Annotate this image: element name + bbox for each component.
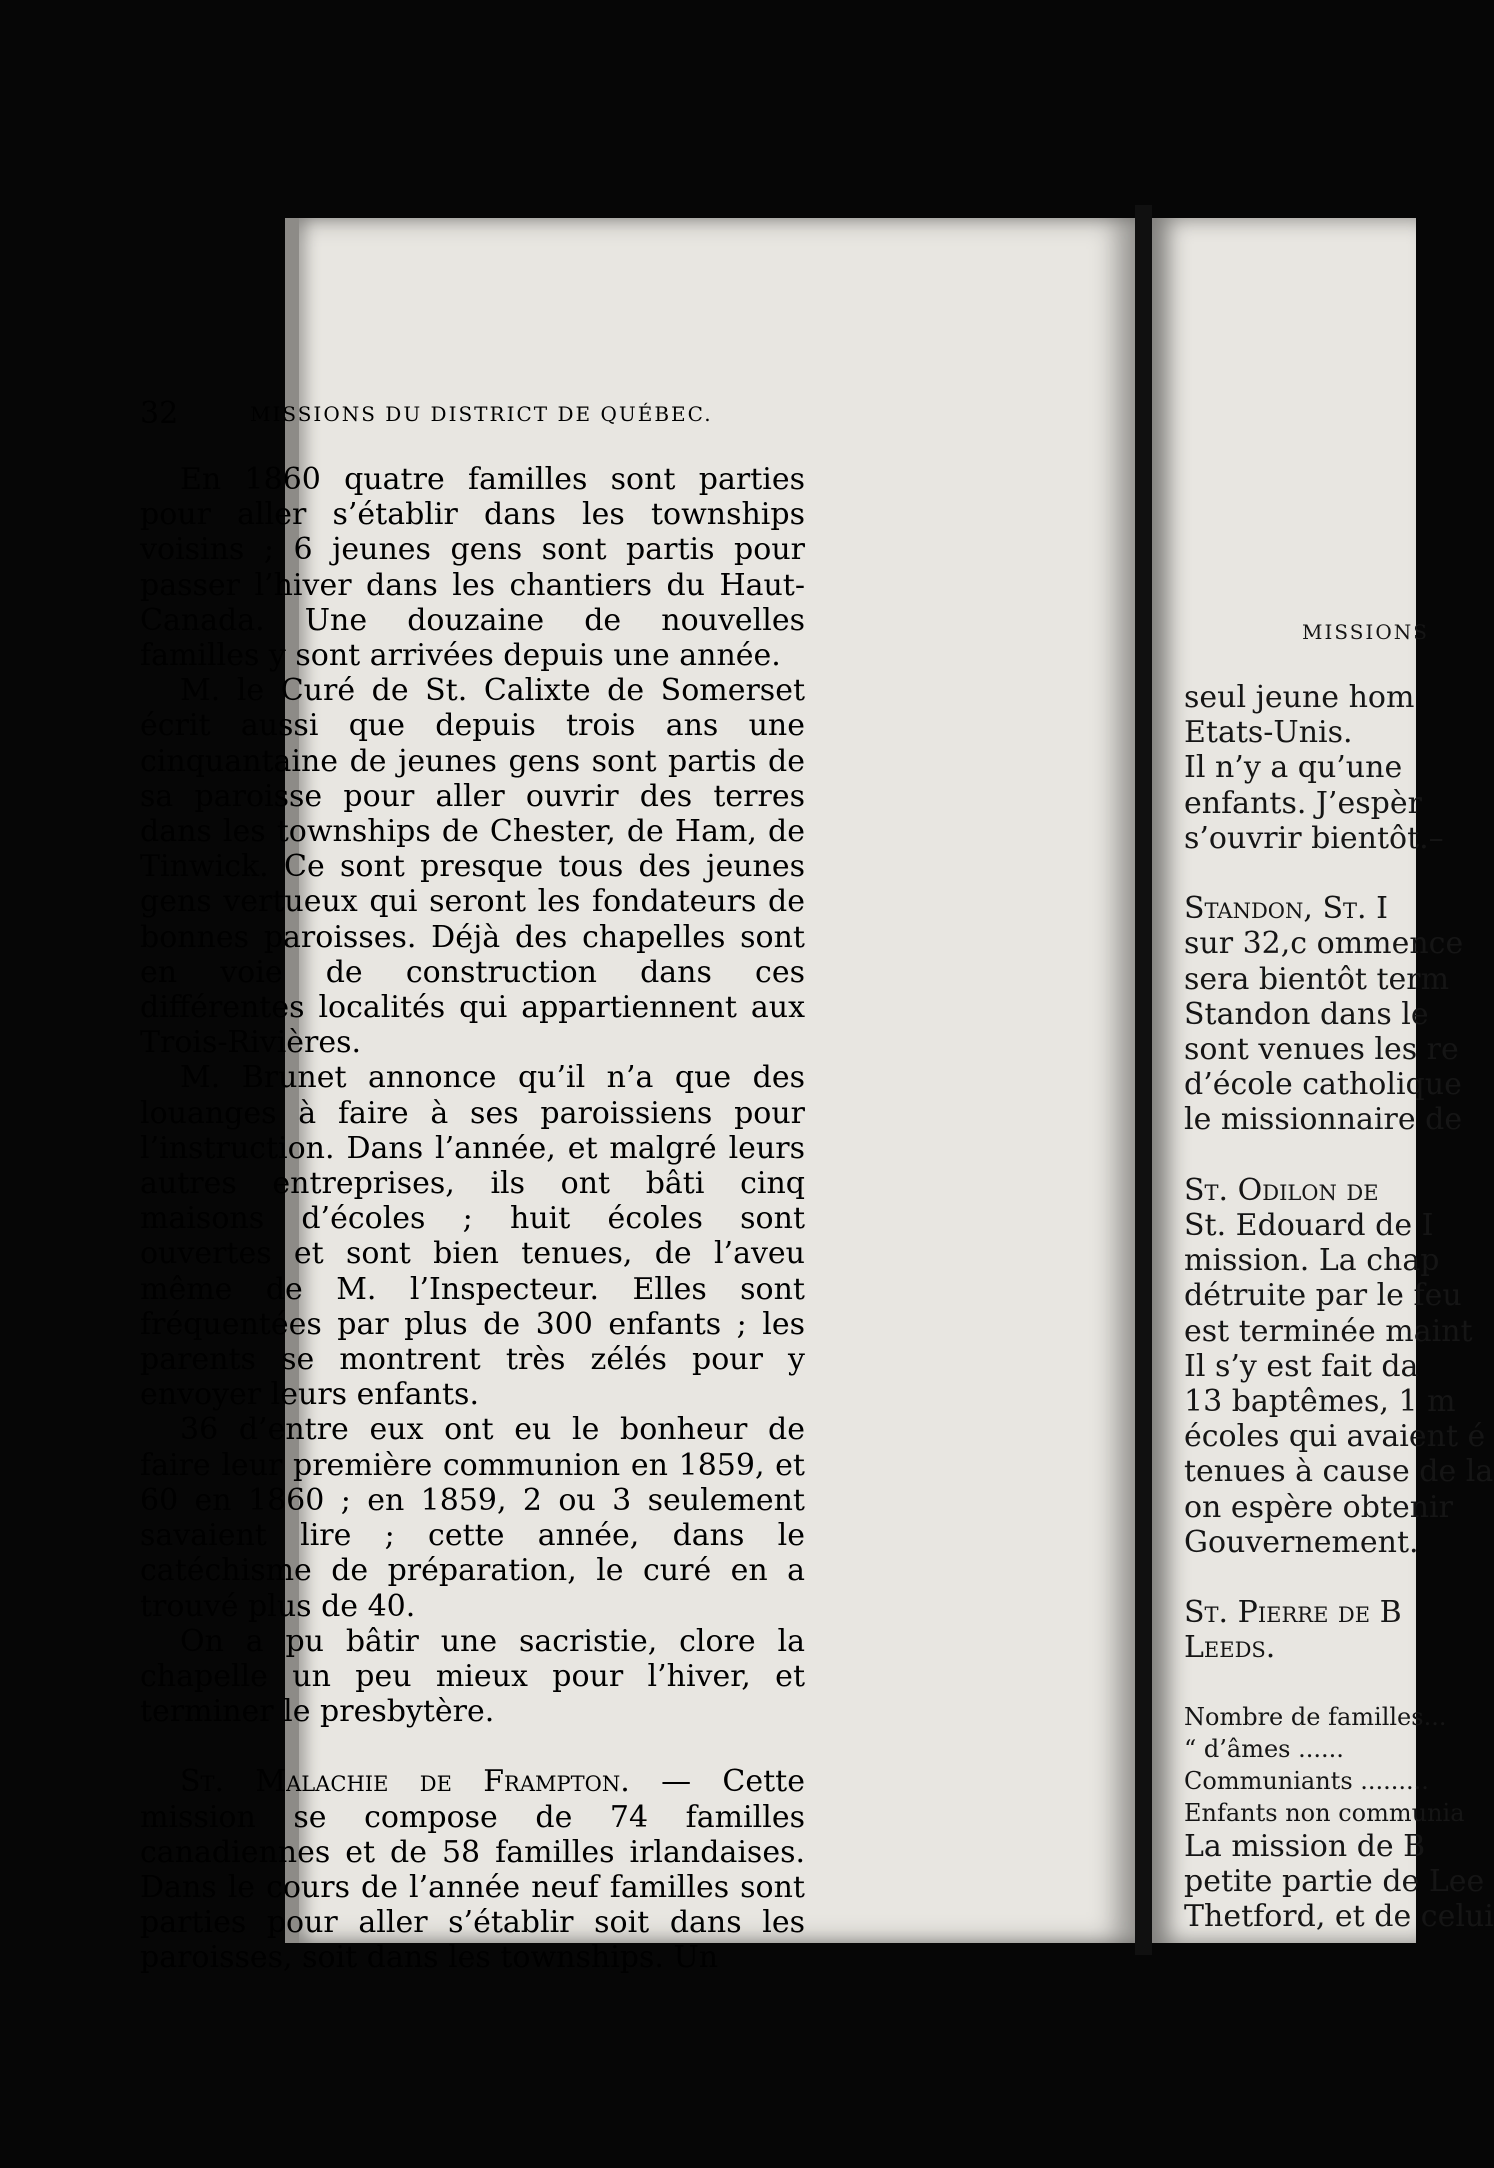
right-line: sera bientôt term — [1184, 961, 1450, 997]
right-line: St. Edouard de I — [1184, 1208, 1434, 1244]
right-line — [1184, 856, 1444, 891]
right-line: petite partie de Lee — [1184, 1864, 1485, 1900]
right-line: Thetford, et de celui — [1184, 1899, 1494, 1935]
right-line: mission. La chap — [1184, 1243, 1440, 1279]
right-gap — [1184, 1666, 1444, 1701]
paragraph-6-text: — Cette mission se compose de 74 familles canadiennes et de 58 familles irlandaises. Dans le cours de l’année neuf familles sont parties pour aller s’établir soit dans les paroisses, soit dans les townships. Un — [140, 1764, 805, 1976]
stats-row: “ d’âmes ...... — [1184, 1734, 1344, 1763]
right-line: sont venues les re — [1184, 1032, 1459, 1068]
right-page-text — [1184, 680, 1494, 1935]
right-line: seul jeune hom — [1184, 680, 1415, 715]
right-line: La mission de B — [1184, 1828, 1426, 1864]
paragraph-2: M. le Curé de St. Calixte de Somerset écrit aussi que depuis trois ans une cinquantaine de jeunes gens sont partis de sa paroisse pour aller ouvrir des terres dans les townships de Chester, de Ham, de Tinwick. Ce sont presque tous des jeunes gens vertueux qui seront les fondateurs de bonnes paroisses. Déjà des chapelles sont en voie de construction dans ces différentes localités qui appartiennent aux Trois-Rivières. — [140, 673, 805, 1061]
right-line: enfants. J’espèr — [1184, 785, 1422, 821]
paragraph-1: En 1860 quatre familles sont parties pour aller s’établir dans les townships voisins ; 6 jeunes gens sont partis pour passer l’hiver dans les chantiers du Haut-Canada. Une douzaine de nouvelles familles y sont arrivées depuis une année. — [140, 462, 805, 674]
right-line: d’école catholique — [1184, 1067, 1462, 1103]
right-line: Leeds. — [1184, 1630, 1276, 1666]
right-line — [1184, 1560, 1444, 1595]
paragraph-3: M. Brunet annonce qu’il n’a que des louanges à faire à ses paroissiens pour l’instruction. Dans l’année, et malgré leurs autres entreprises, ils ont bâti cinq maisons d’écoles ; huit écoles sont ouvertes et sont bien tenues, de l’aveu même de M. l’Inspecteur. Elles sont fréquentées par plus de 300 enfants ; les parents se montrent très zélés pour y envoyer leurs enfants. — [140, 1060, 805, 1413]
section-gap — [140, 1729, 805, 1764]
right-line: on espère obtenir — [1184, 1489, 1453, 1525]
stats-row: Enfants non communia — [1184, 1798, 1465, 1827]
right-line: le missionnaire de — [1184, 1102, 1463, 1138]
right-line: Il n’y a qu’une — [1184, 750, 1403, 786]
paragraph-5: On a pu bâtir une sacristie, clore la chapelle un peu mieux pour l’hiver, et terminer le presbytère. — [140, 1623, 805, 1730]
right-line: est terminée maint — [1184, 1313, 1473, 1349]
right-line: Etats-Unis. — [1184, 715, 1353, 751]
right-line: écoles qui avaient é — [1184, 1419, 1486, 1455]
right-line: sur 32,c ommence — [1184, 926, 1464, 962]
left-page-text — [140, 462, 805, 1976]
right-line: s’ouvrir bientôt.– — [1184, 820, 1444, 856]
right-line: Standon, St. I — [1184, 891, 1388, 927]
right-line: St. Odilon de — [1184, 1172, 1379, 1208]
right-line: Il s’y est fait da — [1184, 1348, 1419, 1384]
stats-row: Nombre de familles... — [1184, 1702, 1447, 1731]
right-running-head: MISSIONS — [1302, 620, 1429, 644]
right-line: tenues à cause de la — [1184, 1454, 1494, 1490]
right-line: détruite par le feu — [1184, 1278, 1462, 1314]
right-line: Standon dans le — [1184, 996, 1429, 1032]
section-heading: St. Malachie de Frampton. — [180, 1764, 630, 1800]
right-line: Gouvernement. — [1184, 1524, 1419, 1560]
paragraph-4: 36 d’entre eux ont eu le bonheur de faire leur première communion en 1859, et 60 en 1860 ; en 1859, 2 ou 3 seulement savaient lire ; cette année, dans le catéchisme de préparation, le curé en a trouvé plus de 40. — [140, 1412, 805, 1624]
book-gutter — [1135, 205, 1152, 1955]
stats-row: Communiants ......... — [1184, 1766, 1429, 1795]
right-book-page — [1152, 218, 1494, 1943]
right-line — [1184, 1138, 1444, 1173]
paragraph-6 — [140, 1764, 805, 1975]
right-line: 13 baptêmes, 1 m — [1184, 1384, 1456, 1420]
running-head: MISSIONS DU DISTRICT DE QUÉBEC. — [250, 402, 713, 426]
right-line: St. Pierre de B — [1184, 1595, 1402, 1631]
page-number: 32 — [140, 396, 179, 431]
